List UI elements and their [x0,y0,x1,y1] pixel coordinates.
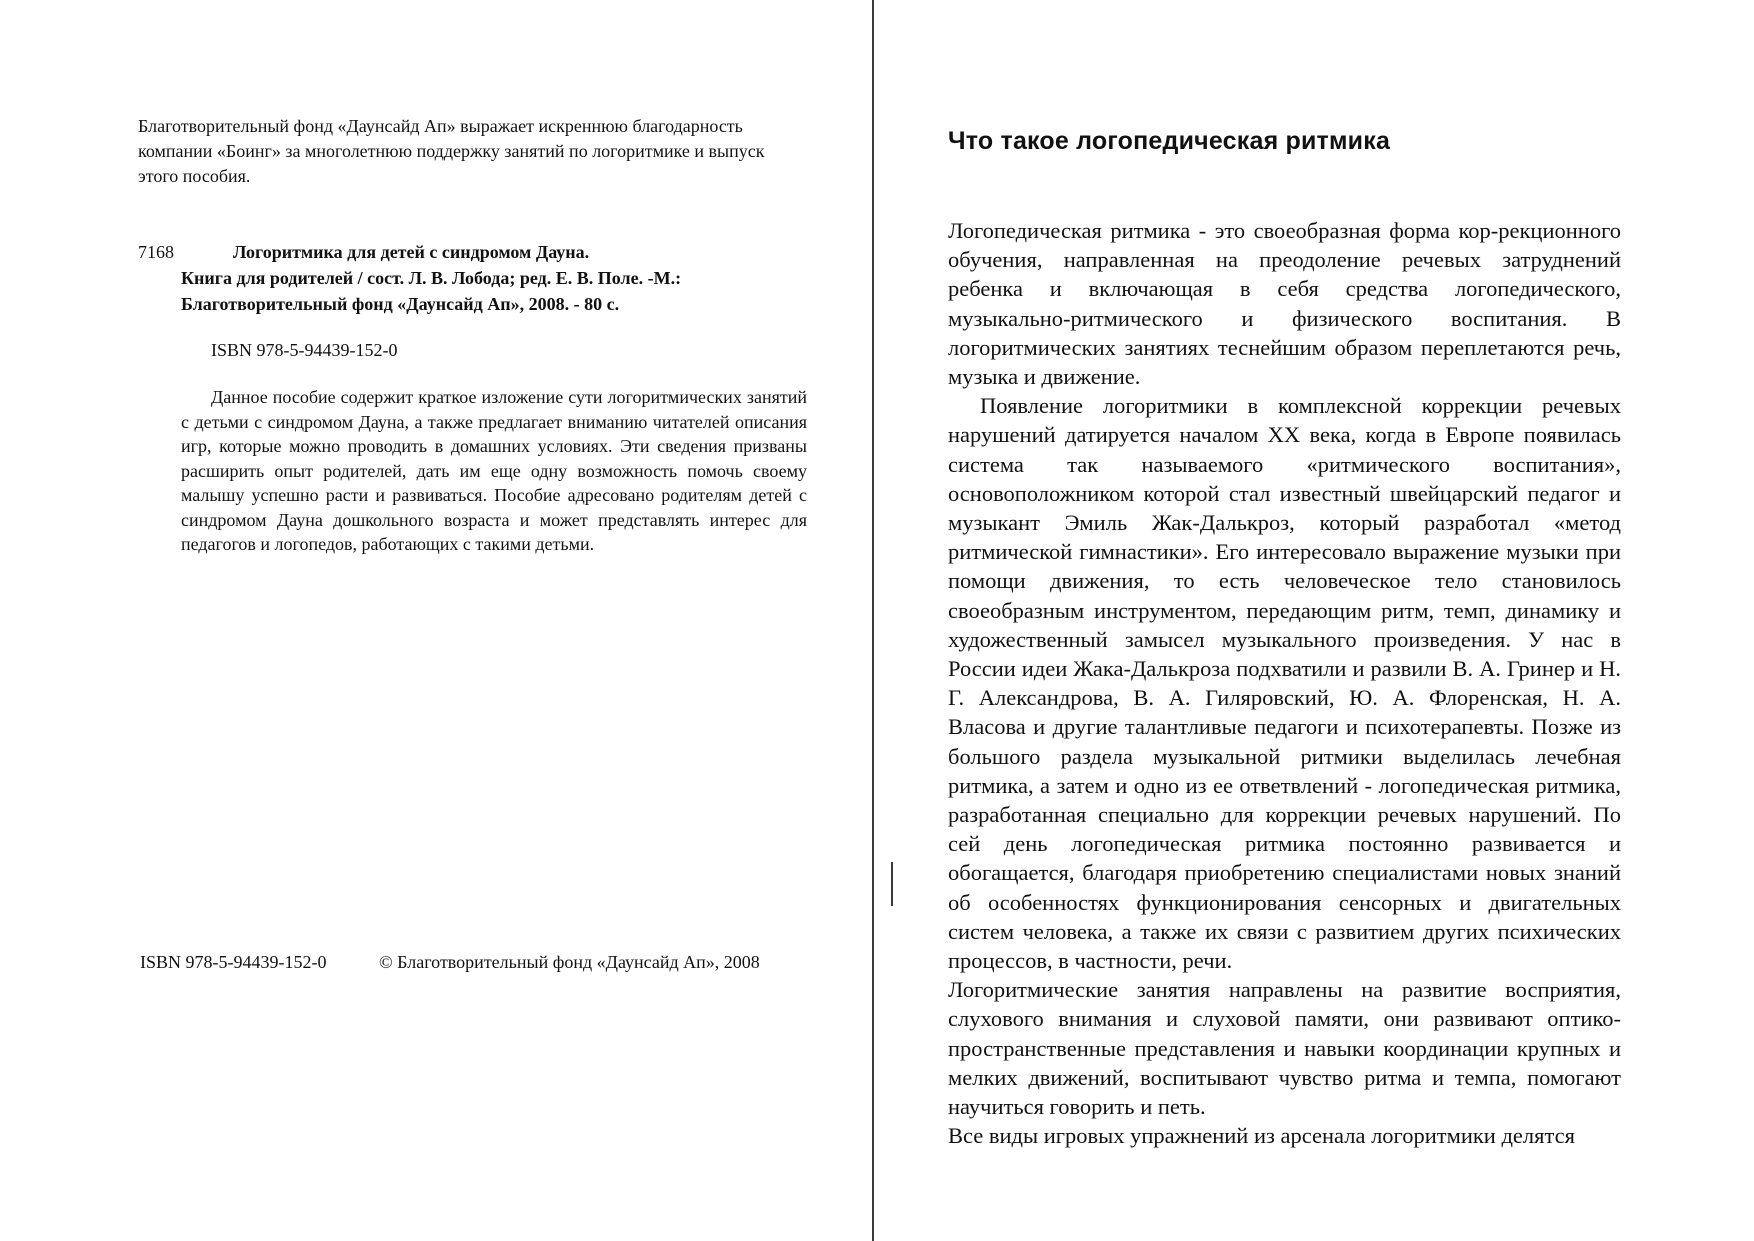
footer-copyright: © Благотворительный фонд «Даунсайд Ап», 2008 [379,952,760,972]
isbn: ISBN 978-5-94439-152-0 [211,340,398,360]
right-page [880,0,1754,1241]
left-page [0,0,870,1241]
paragraph-4: Все виды игровых упражнений из арсенала логоритмики делятся [948,1123,1575,1149]
catalog-code: 7168 [138,242,174,262]
gratitude-note: Благотворительный фонд «Даунсайд Ап» выражает искреннюю благодарность компании «Боинг» за многолетнюю поддержку занятий по логоритмике и выпуск этого пособия. [138,116,765,186]
section-heading: Что такое логопедическая ритмика [948,127,1391,155]
catalog-line-2: Книга для родителей / сост. Л. В. Лобода; ред. Е. В. Поле. -М.: [181,268,682,288]
catalog-details [181,265,681,317]
paragraph-1: Логопедическая ритмика - это своеобразная форма кор-рекционного обучения, направленная на преодоление речевых затруднений ребенка и включающая в себя средства логопедического, музыкально-ритмического и физического воспитания. В логоритмических занятиях теснейшим образом переплетаются речь, музыка и движение. [948,218,1621,390]
footer-isbn: ISBN 978-5-94439-152-0 [140,952,327,972]
body-text [948,216,1621,1151]
annotation: Данное пособие содержит краткое изложение сути логоритмических занятий с детьми с синдромом Дауна, а также предлагает вниманию читателей описания игр, которые можно проводить в домашних условиях. Эти сведения призваны расширить опыт родителей, дать им еще одну возможность помочь своему малышу успешно расти и развиваться. Пособие адресовано родителям детей с синдромом Дауна дошкольного возраста и может представлять интерес для педагогов и логопедов, работающих с такими детьми. [181,387,807,554]
paragraph-2: Появление логоритмики в комплексной коррекции речевых нарушений датируется началом XX века, когда в Европе появилась система так называемого «ритмического воспитания», основоположником которой стал известный швейцарский педагог и музыкант Эмиль Жак-Далькроз, который разработал «метод ритмической гимнастики». Его интересовало выражение музыки при помощи движения, то есть человеческое тело становилось своеобразным инструментом, передающим ритм, темп, динамику и художественный замысел музыкального произведения. У нас в России идеи Жака-Далькроза подхватили и развили В. А. Гринер и Н. Г. Александрова, В. А. Гиляровский, Ю. А. Флоренская, Н. А. Власова и другие талантливые педагоги и психотерапевты. Позже из большого раздела музыкальной ритмики выделилась лечебная ритмика, а затем и одно из ее ответвлений - логопедическая ритмика, разработанная специально для коррекции речевых нарушений. По сей день логопедическая ритмика постоянно развивается и обогащается, благодаря приобретению специалистами новых знаний об особенностях функционирования сенсорных и двигательных систем человека, а также их связи с развитием других психических процессов, в частности, речи. [948,393,1621,974]
page-gutter [872,0,874,1241]
catalog-title: Логоритмика для детей с синдромом Дауна. [233,242,590,262]
catalog-line-3: Благотворительный фонд «Даунсайд Ап», 2008. - 80 с. [181,294,620,314]
paragraph-3: Логоритмические занятия направлены на развитие восприятия, слухового внимания и слуховой памяти, они развивают оптико-пространственные представления и навыки координации крупных и мелких движений, воспитывают чувство ритма и темпа, помогают научиться говорить и петь. [948,977,1621,1120]
